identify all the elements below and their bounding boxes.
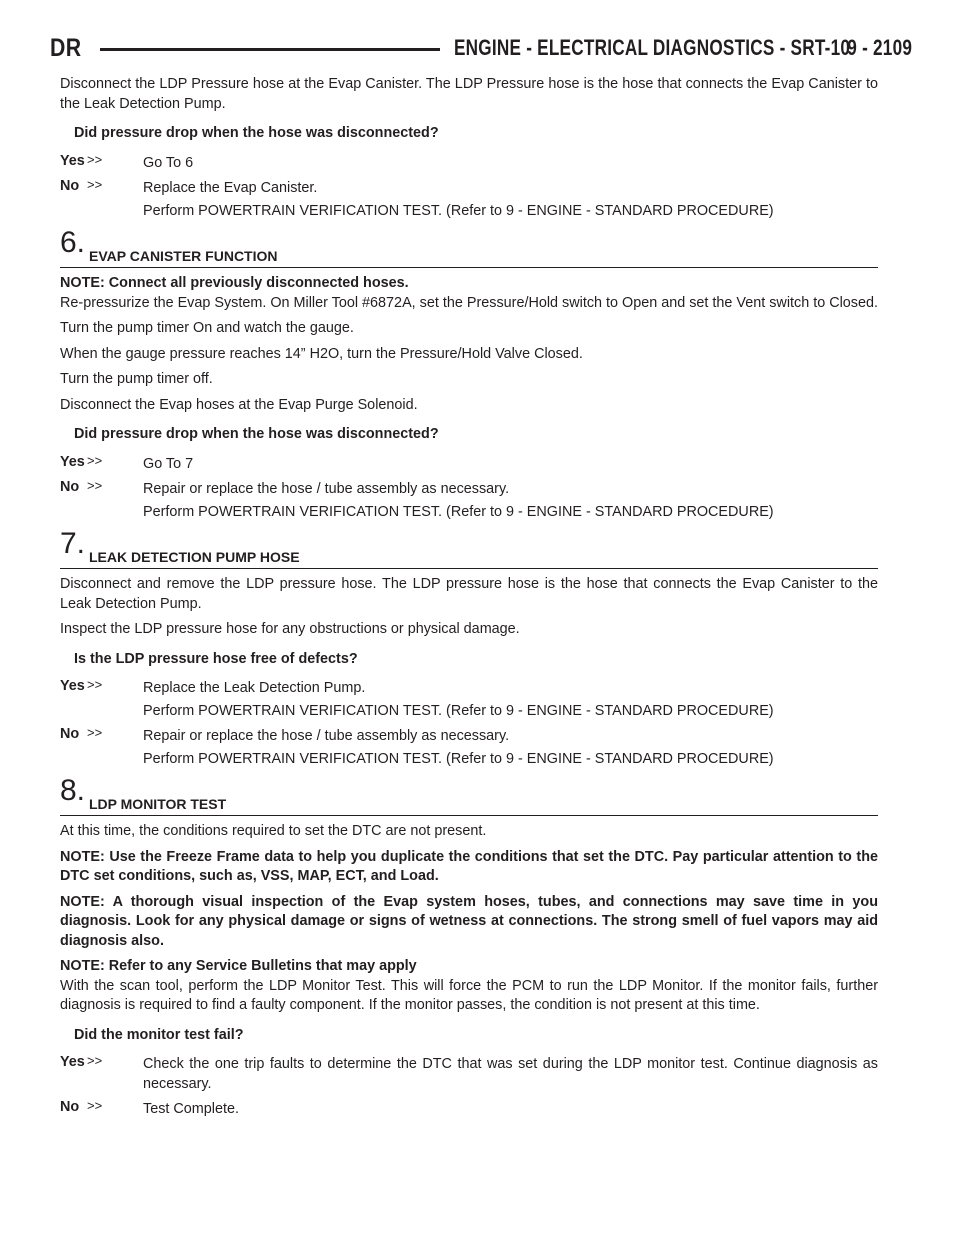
arrow-glyph: >> (87, 1053, 103, 1068)
answer-line: Go To 6 (143, 154, 194, 171)
yes-label: Yes (60, 678, 85, 694)
document-body (60, 75, 878, 1126)
answer-line: Perform POWERTRAIN VERIFICATION TEST. (Refer to 9 - ENGINE - STANDARD PROCEDURE) (143, 702, 774, 719)
no-label: No (60, 1099, 80, 1115)
step-6-note: NOTE: Connect all previously disconnected hoses. (60, 275, 409, 291)
step-6-paragraph: Disconnect the Evap hoses at the Evap Purge Solenoid. (60, 396, 418, 413)
step-8-note: NOTE: Use the Freeze Frame data to help you duplicate the conditions that set the DTC. Pay particular attention to the DTC set conditions, such as, VSS, MAP, ECT, and Load. (60, 848, 878, 884)
arrow-glyph: >> (87, 677, 103, 692)
answer-line: Test Complete. (143, 1101, 239, 1117)
header-title: ENGINE - ELECTRICAL DIAGNOSTICS - SRT-10 (454, 35, 851, 60)
step-7-no-answer (60, 727, 878, 769)
step-7-yes-answer (60, 679, 878, 721)
step-7-heading (60, 527, 878, 569)
page-header (50, 32, 912, 62)
step-6-question: Did pressure drop when the hose was disconnected? (74, 426, 439, 442)
arrow-glyph: >> (87, 1098, 103, 1113)
step-8-paragraph: At this time, the conditions required to set the DTC are not present. (60, 823, 487, 839)
step-6-yes-answer (60, 452, 878, 475)
step-number: 7. (60, 527, 86, 560)
step-8-no-answer (60, 1100, 878, 1120)
step-6-paragraph: Turn the pump timer On and watch the gauge. (60, 320, 354, 336)
answer-line: Perform POWERTRAIN VERIFICATION TEST. (Refer to 9 - ENGINE - STANDARD PROCEDURE) (143, 750, 774, 767)
step-title: EVAP CANISTER FUNCTION (89, 248, 278, 264)
yes-label: Yes (60, 152, 85, 169)
step-8-yes-answer (60, 1055, 878, 1094)
yes-label: Yes (60, 453, 85, 470)
answer-line: Perform POWERTRAIN VERIFICATION TEST. (Refer to 9 - ENGINE - STANDARD PROCEDURE) (143, 202, 774, 219)
step-6-heading (60, 226, 878, 268)
step-8-heading (60, 774, 878, 816)
answer-line: Replace the Evap Canister. (143, 180, 318, 196)
header-page-number: 9 - 2109 (847, 35, 912, 60)
step-8-note: NOTE: Refer to any Service Bulletins that may apply (60, 958, 417, 974)
answer-line: Repair or replace the hose / tube assembly as necessary. (143, 481, 510, 497)
intro-no-answer (60, 179, 878, 221)
intro-yes-answer (60, 151, 878, 174)
arrow-glyph: >> (87, 452, 103, 468)
step-7-question: Is the LDP pressure hose free of defects? (74, 650, 358, 667)
no-label: No (60, 178, 80, 194)
step-title: LDP MONITOR TEST (89, 796, 227, 812)
arrow-glyph: >> (87, 151, 103, 167)
step-6-paragraph: When the gauge pressure reaches 14” H2O, turn the Pressure/Hold Valve Closed. (60, 345, 583, 362)
step-6-paragraph: Re-pressurize the Evap System. On Miller Tool #6872A, set the Pressure/Hold switch to Open and set the Vent switch to Closed. (60, 294, 879, 311)
arrow-glyph: >> (87, 478, 103, 493)
arrow-glyph: >> (87, 177, 103, 192)
step-8-paragraph: With the scan tool, perform the LDP Monitor Test. This will force the PCM to run the LDP Monitor. If the monitor fails, further diagnosis is required to find a faulty component. If the monitor passes, the condition is not present at this time. (60, 977, 878, 1013)
no-label: No (60, 726, 80, 742)
answer-line: Repair or replace the hose / tube assembly as necessary. (143, 728, 510, 744)
header-section-code: DR (50, 34, 82, 62)
step-title: LEAK DETECTION PUMP HOSE (89, 549, 300, 565)
intro-paragraph: Disconnect the LDP Pressure hose at the Evap Canister. The LDP Pressure hose is the hose that connects the Evap Canister to the Leak Detection Pump. (60, 76, 878, 112)
no-label: No (60, 479, 80, 495)
header-rule (100, 48, 440, 51)
step-8-question: Did the monitor test fail? (74, 1026, 244, 1043)
yes-label: Yes (60, 1054, 85, 1070)
answer-line: Check the one trip faults to determine the DTC that was set during the LDP monitor test. Continue diagnosis as necessary. (143, 1056, 878, 1092)
step-6-paragraph: Turn the pump timer off. (60, 371, 213, 387)
step-8-note: NOTE: A thorough visual inspection of the Evap system hoses, tubes, and connections may save time in you diagnosis. Look for any physical damage or signs of wetness at connections. The strong smell of fuel vapors may aid diagnosis also. (60, 893, 878, 949)
intro-question: Did pressure drop when the hose was disconnected? (74, 125, 439, 141)
step-7-paragraph: Disconnect and remove the LDP pressure hose. The LDP pressure hose is the hose that connects the Evap Canister to the Leak Detection Pump. (60, 576, 878, 612)
step-7-paragraph: Inspect the LDP pressure hose for any obstructions or physical damage. (60, 621, 520, 637)
step-number: 6. (60, 226, 86, 259)
answer-line: Replace the Leak Detection Pump. (143, 680, 366, 696)
answer-line: Go To 7 (143, 455, 194, 472)
step-6-no-answer (60, 480, 878, 522)
answer-line: Perform POWERTRAIN VERIFICATION TEST. (Refer to 9 - ENGINE - STANDARD PROCEDURE) (143, 503, 774, 520)
step-number: 8. (60, 774, 86, 807)
arrow-glyph: >> (87, 725, 103, 740)
